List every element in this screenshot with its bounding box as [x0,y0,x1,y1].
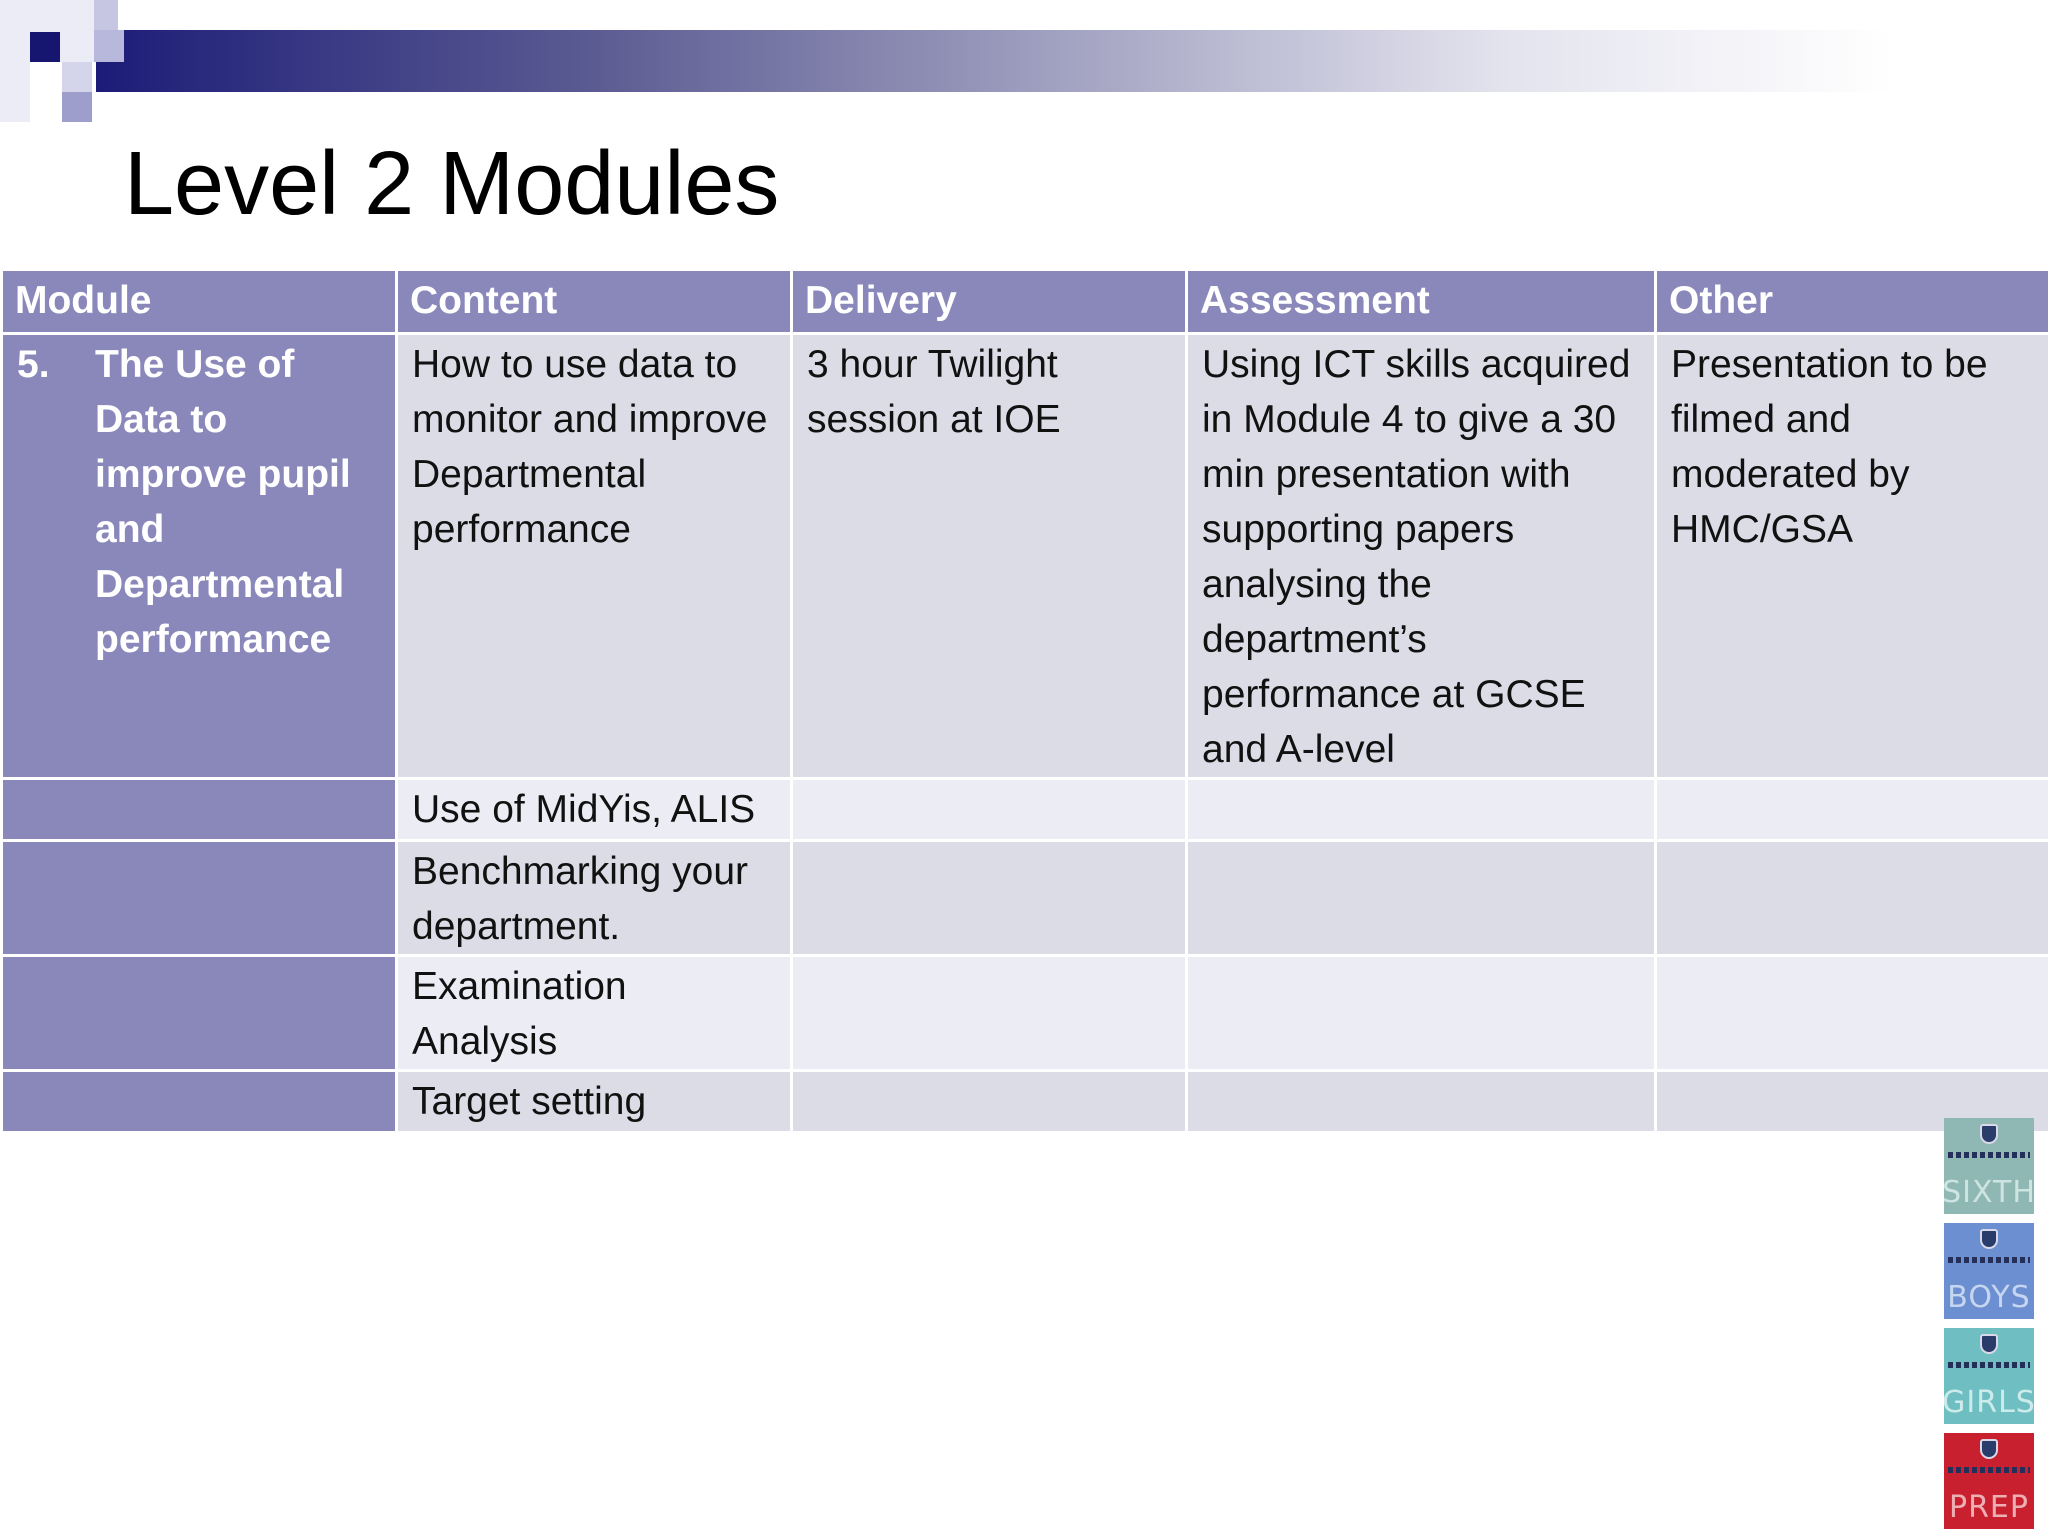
delivery-cell: 3 hour Twilight session at IOE [792,334,1187,779]
school-logos [1944,1118,2034,1538]
module-cell [2,956,397,1071]
content-cell: How to use data to monitor and improve Departmental performance [397,334,792,779]
delivery-cell [792,779,1187,841]
dotted-rule [1948,1467,2030,1473]
assessment-cell [1187,1071,1656,1133]
girls-logo [1944,1328,2034,1424]
module-cell [2,779,397,841]
module-number: 5. [17,337,95,667]
logo-word: SIXTH [1942,1175,2036,1210]
sixth-logo [1944,1118,2034,1214]
header-delivery: Delivery [792,270,1187,334]
module-cell [2,334,397,779]
assessment-cell [1187,956,1656,1071]
other-cell [1656,779,2048,841]
table-row [2,956,2048,1071]
table-header-row [2,270,2048,334]
crest-icon [1980,1229,1998,1249]
decor-square [94,0,118,30]
delivery-cell [792,956,1187,1071]
content-cell: Target setting [397,1071,792,1133]
delivery-cell [792,1071,1187,1133]
slide-title: Level 2 Modules [124,130,779,238]
content-cell: Examination Analysis [397,956,792,1071]
other-cell [1656,841,2048,956]
table-row [2,1071,2048,1133]
dotted-rule [1948,1152,2030,1158]
crest-icon [1980,1334,1998,1354]
delivery-cell [792,841,1187,956]
assessment-cell [1187,841,1656,956]
logo-word: BOYS [1947,1280,2030,1315]
table-row [2,334,2048,779]
crest-icon [1980,1439,1998,1459]
modules-table [0,268,2048,1134]
header-content: Content [397,270,792,334]
content-cell: Benchmarking your department. [397,841,792,956]
logo-word: PREP [1949,1490,2029,1525]
prep-logo [1944,1433,2034,1529]
decor-square [94,30,124,62]
title-gradient-band [96,30,2048,92]
table-row [2,841,2048,956]
boys-logo [1944,1223,2034,1319]
other-cell: Presentation to be filmed and moderated by HMC/GSA [1656,334,2048,779]
dotted-rule [1948,1362,2030,1368]
header-other: Other [1656,270,2048,334]
table-row [2,779,2048,841]
module-name: The Use of Data to improve pupil and Departmental performance [95,337,381,667]
other-cell [1656,956,2048,1071]
decor-square [62,92,92,122]
assessment-cell: Using ICT skills acquired in Module 4 to give a 30 min presentation with supporting papers analysing the department’s performance at GCSE and A-level [1187,334,1656,779]
module-cell [2,841,397,956]
decor-square [30,32,60,62]
header-assessment: Assessment [1187,270,1656,334]
dotted-rule [1948,1257,2030,1263]
module-cell [2,1071,397,1133]
logo-word: GIRLS [1942,1385,2036,1420]
content-cell: Use of MidYis, ALIS [397,779,792,841]
header-module: Module [2,270,397,334]
assessment-cell [1187,779,1656,841]
decor-square [0,62,30,122]
crest-icon [1980,1124,1998,1144]
